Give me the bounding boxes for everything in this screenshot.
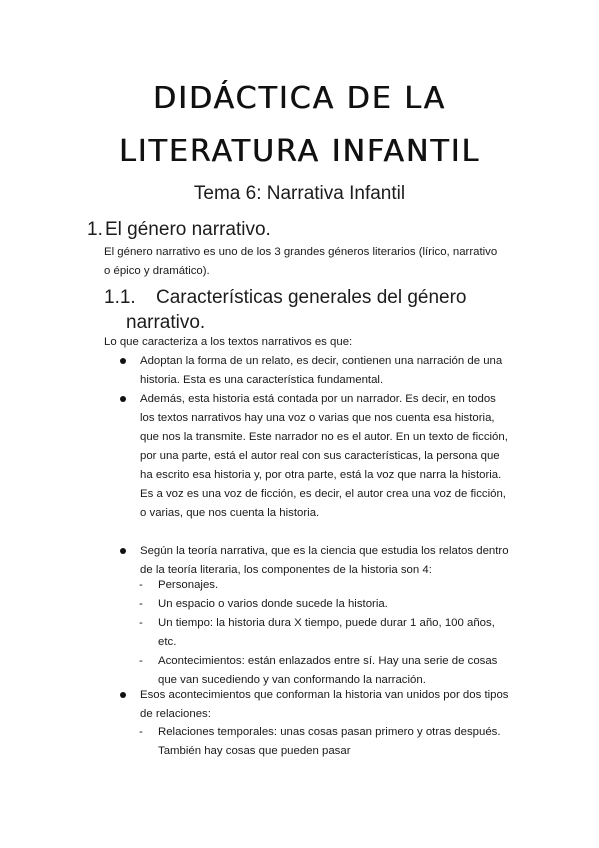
sub-list-item — [139, 614, 519, 652]
dash-marker: - — [139, 598, 143, 610]
list-item-text: Adoptan la forma de un relato, es decir, contienen una narración de una historia. Esta es una característica fundamental. — [140, 355, 503, 386]
section-1-title: El género narrativo. — [105, 219, 271, 240]
section-1-1-title-line1: Características generales del género — [156, 287, 467, 308]
bullet-icon — [120, 396, 126, 402]
sub-list-item-text: Personajes. — [158, 579, 219, 591]
section-1-1-heading — [104, 285, 504, 335]
section-1-1-intro: Lo que caracteriza a los textos narrativos es que: — [104, 336, 353, 348]
sub-list-item-text: Relaciones temporales: unas cosas pasan primero y otras después. También hay cosas que pueden pasar — [158, 726, 501, 757]
sub-list-item — [139, 595, 519, 614]
list-item — [120, 352, 520, 390]
dash-marker: - — [139, 726, 143, 738]
bullet-icon — [120, 548, 126, 554]
dash-marker: - — [139, 655, 143, 667]
list-item-text: Además, esta historia está contada por un narrador. Es decir, en todos los textos narrativos hay una voz o varias que nos cuenta esa historia, que nos la transmite. Este narrador no es el autor. En un texto de ficción, por una parte, está el autor real con sus características, la persona que ha escrito esa historia y, por otra parte, está la voz que narra la historia. Es a voz es una voz de ficción, es decir, el autor crea una voz de ficción, o varias, que nos cuenta la historia. — [140, 393, 508, 519]
sub-list-item-text: Un espacio o varios donde sucede la historia. — [158, 598, 388, 610]
list-item-text: Según la teoría narrativa, que es la ciencia que estudia los relatos dentro de la teoría literaria, los componentes de la historia son 4: — [140, 545, 509, 576]
sub-list-item-text: Acontecimientos: están enlazados entre sí. Hay una serie de cosas que van sucediendo y van conformando la narración. — [158, 655, 498, 686]
section-1-heading — [87, 220, 271, 239]
list-item — [120, 390, 520, 523]
sub-list-item — [139, 576, 519, 595]
section-1-number: 1. — [87, 219, 103, 240]
sub-list-item — [139, 723, 519, 761]
list-item — [120, 542, 520, 580]
document-subtitle: Tema 6: Narrativa Infantil — [193, 183, 406, 204]
section-1-1-title-line2: narrativo. — [126, 312, 206, 333]
bullet-icon — [120, 358, 126, 364]
dash-marker: - — [139, 617, 143, 629]
sub-list-item — [139, 652, 519, 690]
dash-marker: - — [139, 579, 143, 591]
section-1-paragraph: El género narrativo es uno de los 3 grandes géneros literarios (lírico, narrativo o épico y dramático). — [104, 246, 498, 277]
list-item — [120, 686, 520, 724]
sub-list-item-text: Un tiempo: la historia dura X tiempo, puede durar 1 año, 100 años, etc. — [158, 617, 495, 648]
section-1-1-number: 1.1. — [104, 287, 136, 308]
document-title-line2: LITERATURA INFANTIL — [118, 134, 481, 169]
document-title-line1: DIDÁCTICA DE LA — [152, 81, 447, 116]
list-item-text: Esos acontecimientos que conforman la historia van unidos por dos tipos de relaciones: — [140, 689, 509, 720]
bullet-icon — [120, 692, 126, 698]
